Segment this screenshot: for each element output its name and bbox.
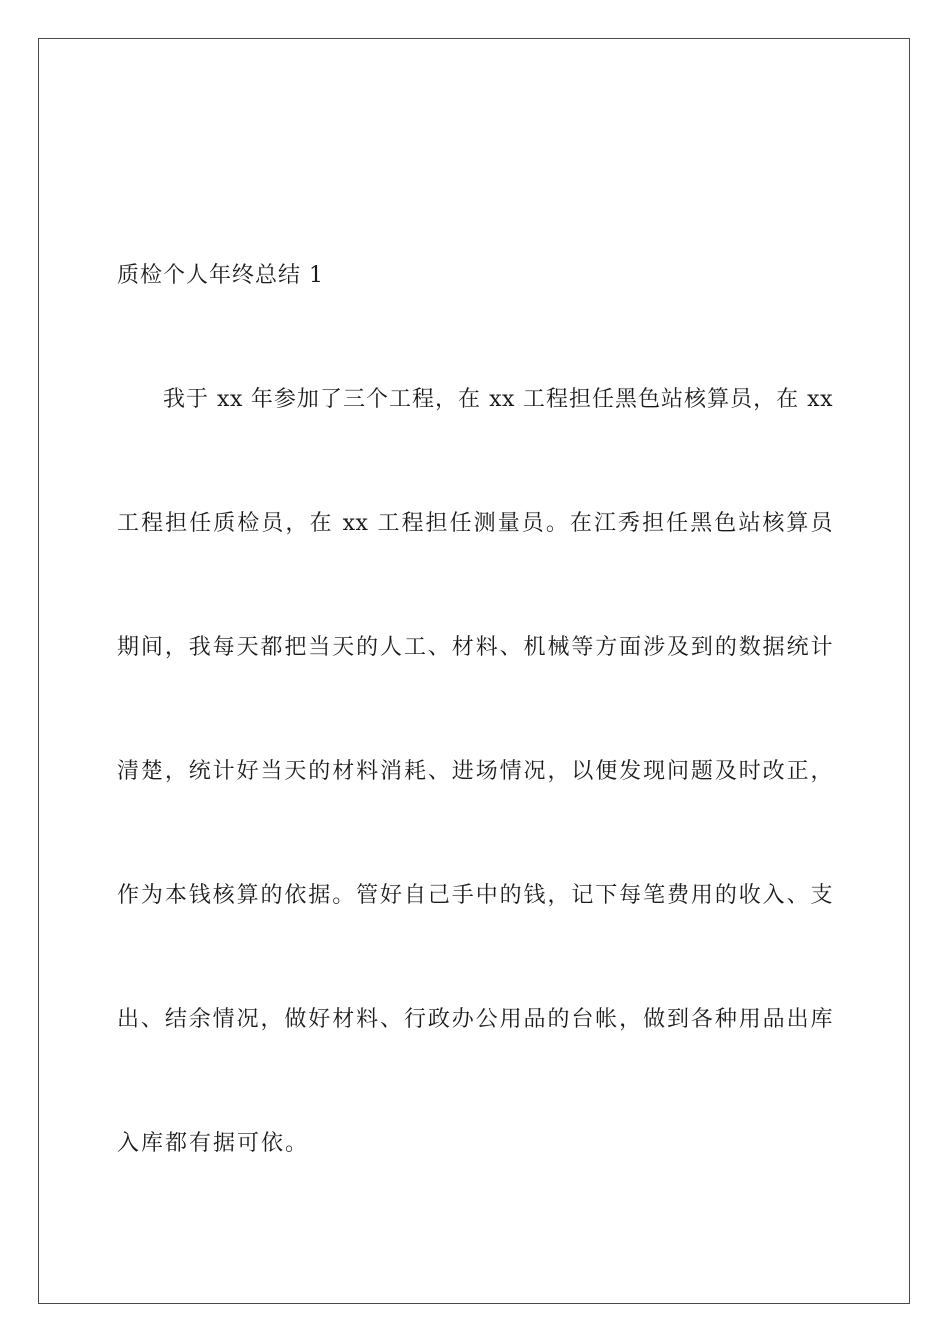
paragraph-line-4: 清楚，统计好当天的材料消耗、进场情况，以便发现问题及时改正， bbox=[117, 759, 833, 784]
paragraph-line-7: 入库都有据可依。 bbox=[117, 1131, 310, 1156]
paragraph-line-5: 作为本钱核算的依据。管好自己手中的钱，记下每笔费用的收入、支 bbox=[117, 883, 833, 908]
paragraph-line-3: 期间，我每天都把当天的人工、材料、机械等方面涉及到的数据统计 bbox=[117, 635, 833, 660]
paragraph-line-2: 工程担任质检员，在 xx 工程担任测量员。在江秀担任黑色站核算员 bbox=[117, 511, 833, 536]
paragraph-line-1: 我于 xx 年参加了三个工程，在 xx 工程担任黑色站核算员，在 xx bbox=[163, 387, 833, 412]
page-border bbox=[38, 38, 910, 1304]
paragraph-line-6: 出、结余情况，做好材料、行政办公用品的台帐，做到各种用品出库 bbox=[117, 1007, 833, 1032]
document-title: 质检个人年终总结 1 bbox=[117, 263, 324, 288]
